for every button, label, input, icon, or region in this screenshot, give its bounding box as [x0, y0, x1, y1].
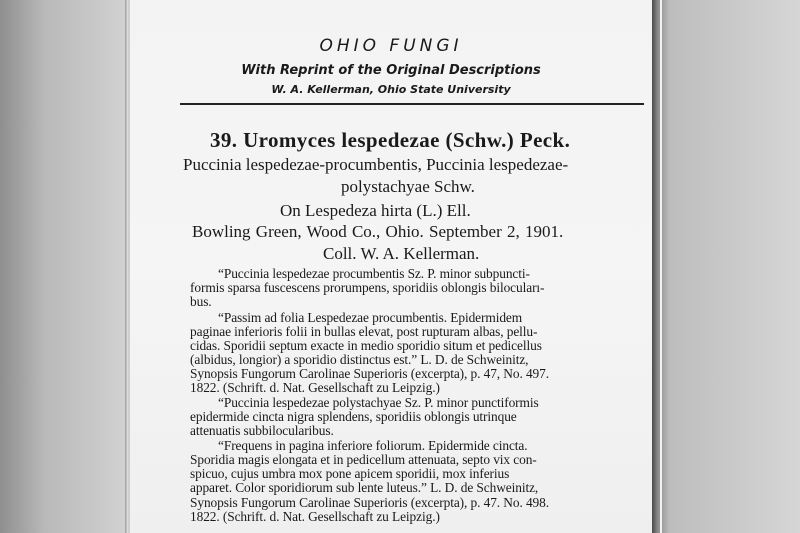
left-page-margin	[0, 0, 128, 533]
host-plant: On Lespedeza hirta (L.) Ell.	[280, 201, 471, 220]
locality-date: Bowling Green, Wood Co., Ohio. September 2, 1901.	[192, 222, 564, 241]
description-line: Sporidia magis elongata et in pedicellum attenuata, septo vix con-	[190, 452, 537, 467]
page-fold	[125, 0, 128, 533]
synonyms-line-2: polystachyae Schw.	[341, 177, 475, 196]
description-line: Synopsis Fungorum Carolinae Superioris (excerpta), p. 47, No. 497.	[190, 366, 549, 381]
right-page-margin	[652, 0, 800, 533]
publication-title: OHIO FUNGI	[319, 36, 463, 56]
publication-author: W. A. Kellerman, Ohio State University	[271, 83, 511, 96]
description-line: “Passim ad folia Lespedezae procumbentis. Epidermidem	[218, 310, 523, 325]
description-line: spicuo, cujus umbra mox pone apicem sporidii, mox inferius	[190, 466, 510, 481]
description-line: “Puccinia lespedezae procumbentis Sz. P. minor subpuncti-	[218, 266, 530, 281]
description-line: “Puccinia lespedezae polystachyae Sz. P. minor punctiformis	[218, 395, 539, 410]
description-line: paginae inferioris folii in bullas elevat, post rupturam albas, pellu-	[190, 324, 538, 339]
collector: Coll. W. A. Kellerman.	[323, 244, 480, 263]
description-line: bus.	[190, 294, 212, 309]
description-line: attenuatis subbilocularibus.	[190, 423, 334, 438]
description-line: “Frequens in pagina inferiore foliorum. Epidermide cincta.	[218, 438, 528, 453]
description-line: 1822. (Schrift. d. Nat. Gesellschaft zu Leipzig.)	[190, 380, 440, 395]
publication-subtitle: With Reprint of the Original Descriptions	[241, 63, 541, 78]
description-line: epidermide cincta nigra splendens, sporidiis oblongis utrinque	[190, 409, 517, 424]
description-line: (albidus, longior) a sporidio distinctus est.” L. D. de Schweinitz,	[190, 352, 529, 367]
species-heading: 39. Uromyces lespedezae (Schw.) Peck.	[210, 128, 571, 152]
header-divider	[180, 103, 644, 105]
description-line: Synopsis Fungorum Carolinae Superioris (excerpta), p. 47. No. 498.	[190, 495, 549, 510]
description-line: formis sparsa fuscescens prorumpens, sporidiis oblongis bilocuları-	[190, 280, 545, 295]
description-line: 1822. (Schrift. d. Nat. Gesellschaft zu Leipzig.)	[190, 509, 440, 524]
page-edge	[660, 0, 662, 533]
description-line: apparet. Color sporidiorum sub lente luteus.” L. D. de Schweinitz,	[190, 480, 539, 495]
description-line: cidas. Sporidii septum exacte in medio sporidio situm et pedicellus	[190, 338, 542, 353]
document-page	[130, 0, 652, 533]
synonyms-line-1: Puccinia lespedezae-procumbentis, Puccinia lespedezae-	[183, 155, 569, 174]
